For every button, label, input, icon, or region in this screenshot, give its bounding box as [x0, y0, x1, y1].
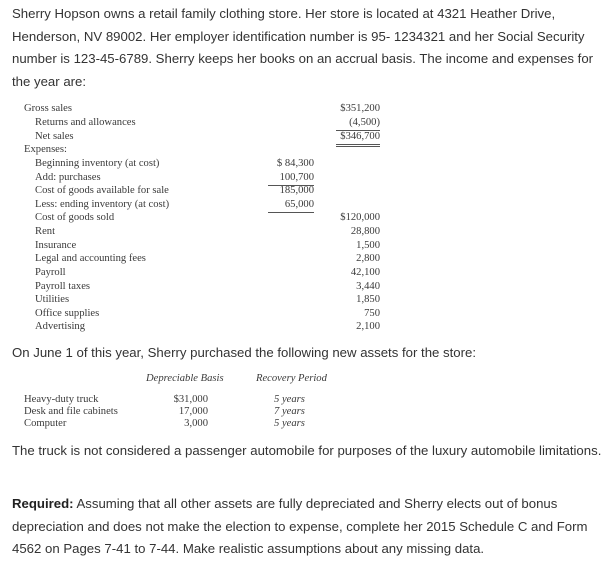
expense-value: 1,850: [356, 294, 380, 305]
asset-basis: 3,000: [184, 418, 208, 429]
cogs-value: 65,000: [268, 198, 314, 213]
asset-name: Desk and file cabinets: [24, 406, 118, 417]
asset-name: Computer: [24, 418, 67, 429]
expense-value: 3,440: [356, 281, 380, 292]
expense-label: Payroll: [35, 267, 66, 278]
expense-label: Payroll taxes: [35, 281, 91, 292]
expense-value: 750: [364, 308, 380, 319]
expense-value: 28,800: [350, 226, 380, 237]
net-sales-value: $346,700: [336, 130, 380, 147]
required-paragraph: [12, 493, 606, 561]
gross-sales-value: $351,200: [340, 103, 380, 114]
expense-label: Office supplies: [35, 308, 100, 319]
asset-basis: 17,000: [178, 406, 208, 417]
cogs-label: Less: ending inventory (at cost): [35, 199, 170, 210]
returns-label: Returns and allowances: [35, 117, 136, 128]
basis-header: Depreciable Basis: [146, 373, 224, 384]
expense-label: Cost of goods sold: [35, 212, 115, 223]
truck-note: The truck is not considered a passenger automobile for purposes of the luxury automobile limitations.: [12, 443, 602, 458]
expense-value: 2,100: [356, 321, 380, 332]
recovery-header: Recovery Period: [256, 373, 327, 384]
assets-intro: On June 1 of this year, Sherry purchased the following new assets for the store:: [12, 345, 477, 360]
cogs-value: 100,700: [268, 171, 314, 186]
expense-value: 2,800: [356, 253, 380, 264]
asset-period: 5 years: [274, 394, 305, 405]
required-text: Assuming that all other assets are fully depreciated and Sherry elects out of bonus depreciation and does not make the election to expense, complete her 2015 Schedule C and Form 4562 on Pages 7-41 to 7-44. Make realistic assumptions about any missing data.: [12, 496, 588, 556]
asset-basis: $31,000: [173, 394, 208, 405]
net-sales-label: Net sales: [35, 131, 74, 142]
cogs-label: Add: purchases: [35, 172, 101, 183]
required-label: Required:: [12, 496, 74, 511]
expense-label: Advertising: [35, 321, 86, 332]
returns-value: (4,500): [336, 116, 380, 131]
expense-label: Legal and accounting fees: [35, 253, 146, 264]
expenses-heading: Expenses:: [24, 144, 67, 155]
gross-sales-label: Gross sales: [24, 103, 72, 114]
expense-value: $120,000: [340, 212, 380, 223]
cogs-value: $ 84,300: [276, 158, 314, 169]
cogs-label: Beginning inventory (at cost): [35, 158, 160, 169]
cogs-label: Cost of goods available for sale: [35, 185, 169, 196]
expense-label: Rent: [35, 226, 56, 237]
cogs-value: 185,000: [279, 185, 314, 196]
intro-paragraph: Sherry Hopson owns a retail family clothing store. Her store is located at 4321 Heather Drive, Henderson, NV 89002. Her employer identification number is 95- 1234321 and her Social Security number is 123-45-6789. Sherry keeps her books on an accrual basis. The income and expenses for the year are:: [12, 6, 594, 89]
expense-value: 1,500: [356, 240, 380, 251]
asset-period: 7 years: [274, 406, 305, 417]
expense-label: Insurance: [35, 240, 77, 251]
asset-period: 5 years: [274, 418, 305, 429]
expense-label: Utilities: [35, 294, 70, 305]
expense-value: 42,100: [350, 267, 380, 278]
asset-name: Heavy-duty truck: [24, 394, 99, 405]
